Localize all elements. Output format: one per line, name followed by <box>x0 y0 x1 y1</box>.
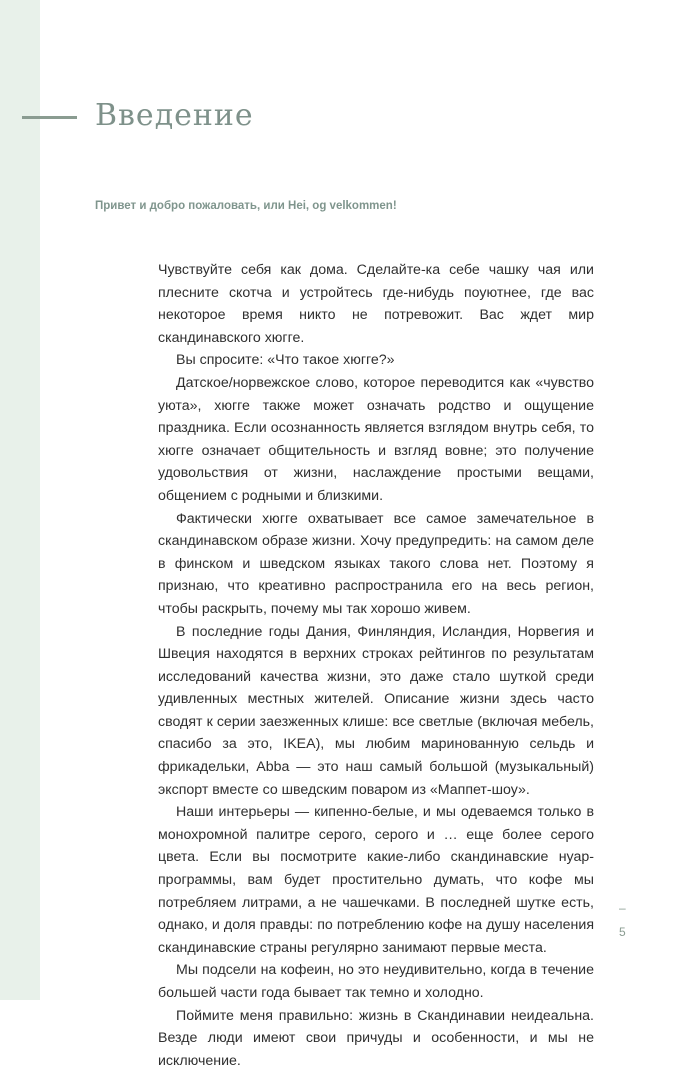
page-number-dash: – <box>619 901 626 915</box>
body-text <box>158 259 594 1072</box>
chapter-subtitle: Привет и добро пожаловать, или Hei, og velkommen! <box>95 200 397 212</box>
paragraph: В последние годы Дания, Финляндия, Исландия, Норвегия и Швеция находятся в верхних строках рейтингов по результатам исследований качества жизни, это даже стало шуткой среди удивленных местных жителей. Описание жизни здесь часто сводят к серии заезженных клише: все светлые (включая мебель, спасибо за это, IKEA), мы любим маринованную сельдь и фрикадельки, Abba — это наш самый большой (музыкальный) экспорт вместе со шведским поваром из «Маппет-шоу». <box>158 623 594 798</box>
title-rule <box>22 116 77 119</box>
page-number: 5 <box>619 925 626 939</box>
paragraph: Мы подсели на кофеин, но это неудивительно, когда в течение большей части года бывает так темно и холодно. <box>158 962 594 1001</box>
chapter-title: Введение <box>95 98 254 133</box>
paragraph: Поймите меня правильно: жизнь в Скандинавии неидеальна. Везде люди имеют свои причуды и особенности, и мы не исключение. <box>158 1007 594 1069</box>
paragraph: Датское/норвежское слово, которое переводится как «чувство уюта», хюгге также может означать родство и ощущение праздника. Если осознанность является взглядом внутрь себя, то хюгге означает общительность и взгляд вовне; это получение удовольствия от жизни, наслаждение простыми вещами, общением с родными и близкими. <box>158 374 594 504</box>
left-margin-strip <box>0 0 40 1000</box>
paragraph: Фактически хюгге охватывает все самое замечательное в скандинавском образе жизни. Хочу предупредить: на самом деле в финском и шведском языках такого слова нет. Поэтому я признаю, что креативно распространила его на весь регион, чтобы раскрыть, почему мы так хорошо живем. <box>158 510 594 617</box>
paragraph: Наши интерьеры — кипенно-белые, и мы одеваемся только в монохромной палитре серого, серого и … еще более серого цвета. Если вы посмотрите какие-либо скандинавские нуар-программы, вам будет простительно думать, что кофе мы потребляем литрами, а не чашечками. В последней шутке есть, однако, и доля правды: по потреблению кофе на душу населения скандинавские страны регулярно занимают первые места. <box>158 804 594 956</box>
paragraph: Вы спросите: «Что такое хюгге?» <box>176 352 395 369</box>
paragraph: Чувствуйте себя как дома. Сделайте-ка себе чашку чая или плесните скотча и устройтесь где-нибудь поуютнее, где вас некоторое время никто не потревожит. Вас ждет мир скандинавского хюгге. <box>158 262 594 346</box>
